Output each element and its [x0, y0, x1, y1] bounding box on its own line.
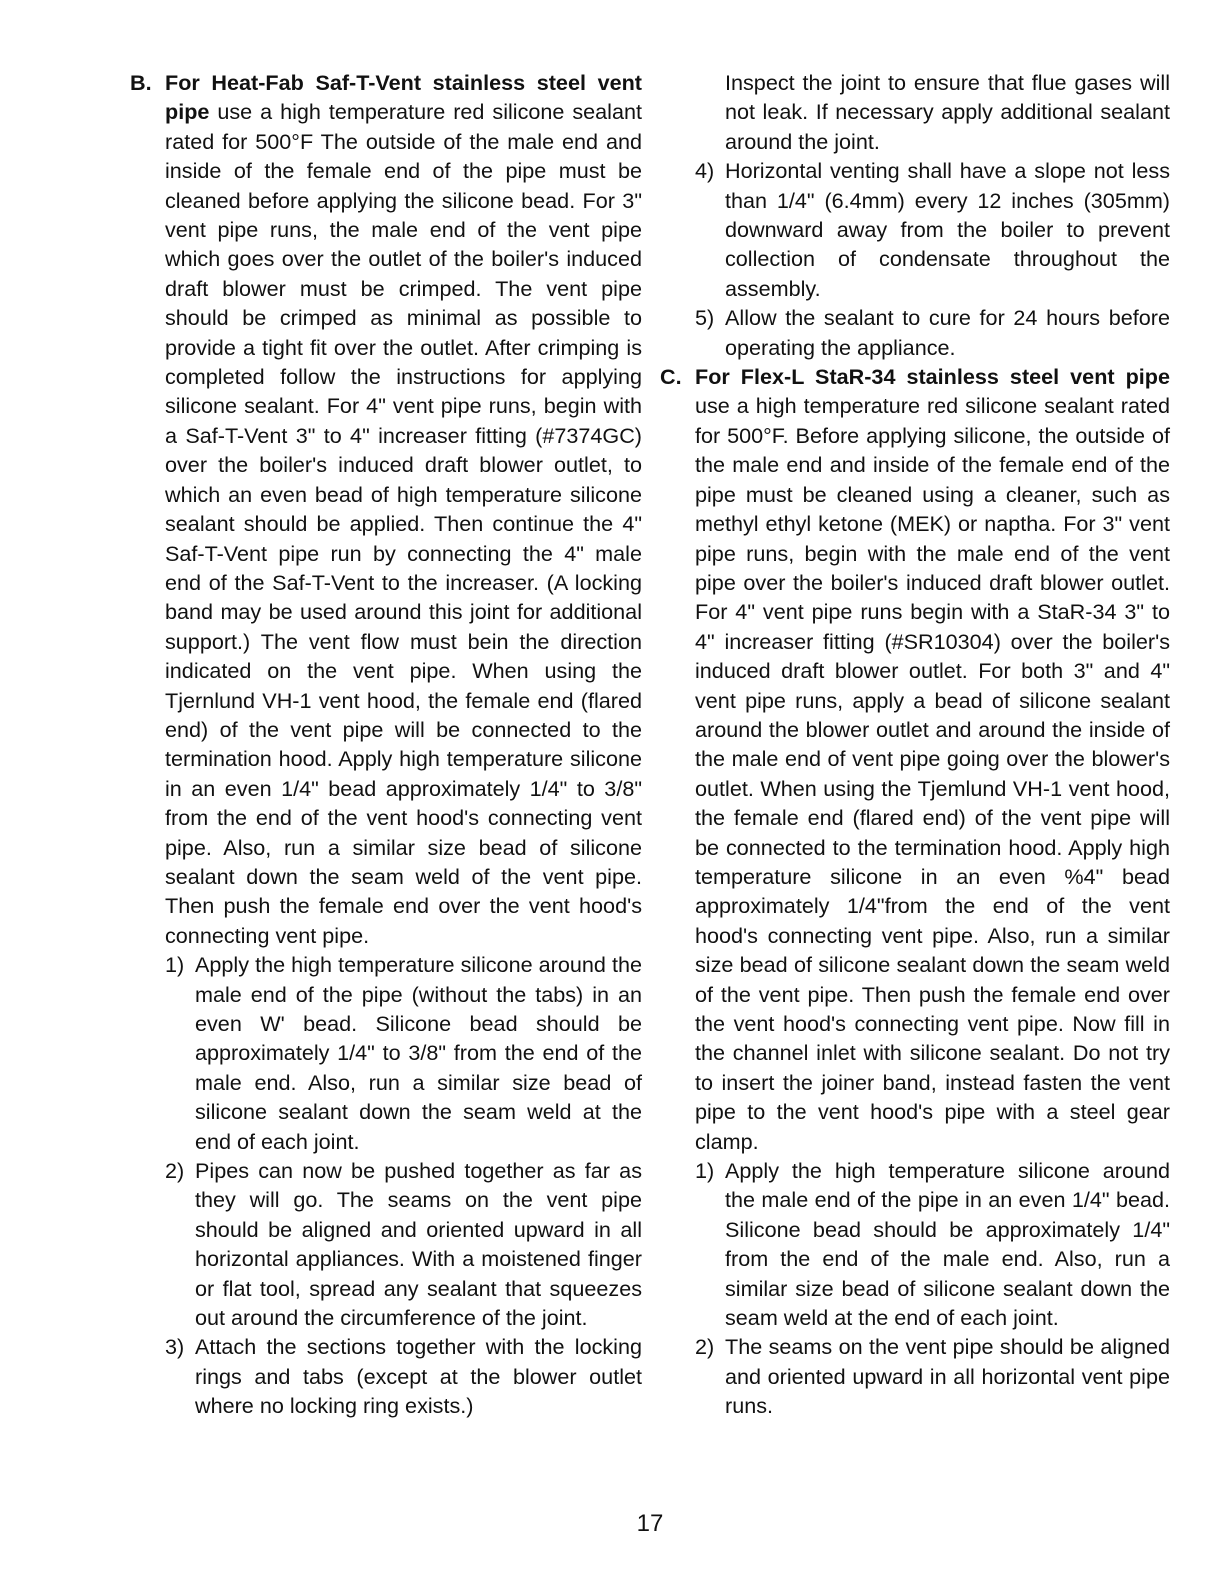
- section-b-items-continued: [695, 156, 1170, 362]
- section-c-paragraph: [695, 362, 1170, 1156]
- section-b-heading: For Heat-Fab Saf-T-Vent stainless steel vent pipe: [165, 70, 642, 125]
- page-number: 17: [636, 1510, 664, 1537]
- section-b-text: use a high temperature red silicone sealant rated for 500°F The outside of the male end and inside of the female end of the pipe must be cleaned before applying the silicone bead. For 3" vent pipe runs, the male end of the vent pipe which goes over the outlet of the boiler's induced draft blower must be crimped. The vent pipe should be crimped as minimal as possible to provide a tight fit over the outlet. After crimping is completed follow the instructions for applying silicone sealant. For 4" vent pipe runs, begin with a Saf-T-Vent 3" to 4" increaser fitting (#7374GC) over the boiler's induced draft blower outlet, to which an even bead of high temperature silicone sealant should be applied. Then continue the 4" Saf-T-Vent pipe run by connecting the 4" male end of the Saf-T-Vent to the increaser. (A locking band may be used around this joint for additional support.) The vent flow must bein the direction indicated on the vent pipe. When using the Tjernlund VH-1 vent hood, the female end (flared end) of the vent pipe will be connected to the termination hood. Apply high temperature silicone in an even 1/4" bead approximately 1/4" to 3/8" from the end of the vent hood's connecting vent pipe. Also, run a similar size bead of silicone sealant down the seam weld of the vent pipe. Then push the female end over the vent hood's connecting vent pipe.: [165, 99, 642, 948]
- item-text: Horizontal venting shall have a slope not less than 1/4" (6.4mm) every 12 inches (305mm) downward away from the boiler to prevent collection of condensate throughout the assembly.: [725, 158, 1170, 301]
- item-number: 2): [695, 1334, 715, 1360]
- left-column: [130, 68, 642, 1421]
- section-b-letter: B.: [130, 70, 152, 95]
- item-text: Pipes can now be pushed together as far as they will go. The seams on the vent pipe should be aligned and oriented upward in all horizontal appliances. With a moistened finger or flat tool, spread any sealant that squeezes out around the circumference of the joint.: [195, 1158, 642, 1331]
- section-c-heading: For Flex-L StaR-34 stainless steel vent pipe: [695, 364, 1170, 390]
- section-b: [130, 68, 642, 1421]
- item-number: 5): [695, 305, 715, 331]
- section-c: [660, 362, 1170, 1421]
- item-text: Apply the high temperature silicone around the male end of the pipe (without the tabs) in an even W' bead. Silicone bead should be approximately 1/4" to 3/8" from the end of the male end. Also, run a similar size bead of silicone sealant down the seam weld at the end of each joint.: [195, 952, 642, 1154]
- section-b-item-5: [695, 303, 1170, 362]
- section-b-item-2: [165, 1156, 642, 1332]
- section-b-item-1: [165, 950, 642, 1156]
- section-b-paragraph: [165, 68, 642, 950]
- item-number: 1): [165, 952, 185, 978]
- section-c-text: use a high temperature red silicone sealant rated for 500°F. Before applying silicone, the outside of the male end and inside of the female end of the pipe must be cleaned using a cleaner, such as methyl ethyl ketone (MEK) or naptha. For 3" vent pipe runs, begin with the male end of the vent pipe over the boiler's induced draft blower outlet. For 4" vent pipe runs begin with a StaR-34 3" to 4" increaser fitting (#SR10304) over the boiler's induced draft blower outlet. For both 3" and 4" vent pipe runs, apply a bead of silicone sealant around the blower outlet and around the inside of the male end of vent pipe going over the blower's outlet. When using the Tjemlund VH-1 vent hood, the female end (flared end) of the vent pipe will be connected to the termination hood. Apply high temperature silicone in an even %4" bead approximately 1/4"from the end of the vent hood's connecting vent pipe. Also, run a similar size bead of silicone sealant down the seam weld of the vent pipe. Then push the female end over the vent hood's connecting vent pipe. Now fill in the channel inlet with silicone sealant. Do not try to insert the joiner band, instead fasten the vent pipe to the vent hood's pipe with a steel gear clamp.: [695, 393, 1170, 1154]
- section-b-item-4: [695, 156, 1170, 303]
- section-b-item-3-continuation: [725, 68, 1170, 156]
- item-number: 2): [165, 1158, 185, 1184]
- item-number: 4): [695, 158, 715, 184]
- continuation-text: Inspect the joint to ensure that flue gases will not leak. If necessary apply additional sealant around the joint.: [725, 70, 1170, 154]
- right-column: [660, 68, 1170, 1421]
- item-text: The seams on the vent pipe should be aligned and oriented upward in all horizontal vent pipe runs.: [725, 1334, 1170, 1419]
- item-text: Attach the sections together with the locking rings and tabs (except at the blower outlet where no locking ring exists.): [195, 1334, 642, 1419]
- section-c-letter: C.: [660, 364, 682, 390]
- item-text: Allow the sealant to cure for 24 hours before operating the appliance.: [725, 305, 1170, 360]
- section-c-item-1: [695, 1156, 1170, 1332]
- item-number: 3): [165, 1334, 185, 1360]
- item-number: 1): [695, 1158, 715, 1184]
- section-b-item-3: [165, 1332, 642, 1420]
- item-text: Apply the high temperature silicone around the male end of the pipe in an even 1/4" bead. Silicone bead should be approximately 1/4" from the end of the male end. Also, run a similar size bead of silicone sealant down the seam weld at the end of each joint.: [725, 1158, 1170, 1331]
- section-c-item-2: [695, 1332, 1170, 1420]
